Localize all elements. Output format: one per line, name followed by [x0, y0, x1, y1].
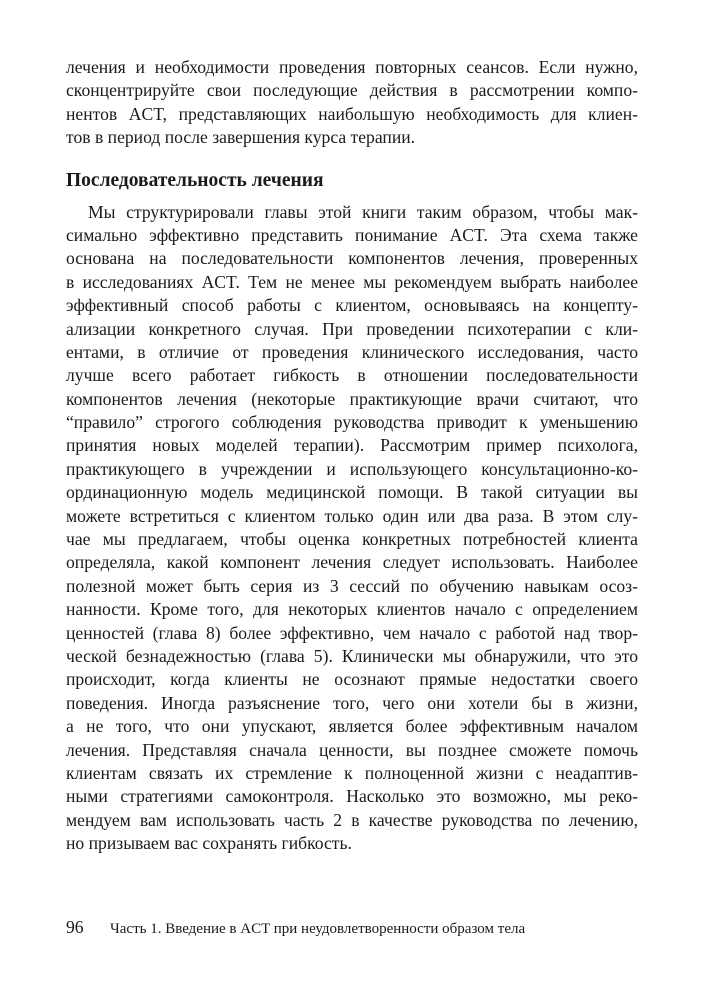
paragraph-line: в исследованиях ACT. Тем не менее мы рекомендуем выбрать наиболее: [66, 271, 638, 292]
paragraph-line: но призываем вас сохранять гибкость.: [66, 833, 352, 854]
paragraph-line: практикующего в учреждении и использующего консультационно-ко-: [66, 458, 638, 479]
page-footer: [66, 917, 646, 938]
paragraph-line: чае мы предлагаем, чтобы оценка конкретных потребностей клиента: [66, 529, 638, 550]
section-paragraph: [66, 201, 638, 856]
paragraph-line: тов в период после завершения курса терапии.: [66, 127, 416, 148]
paragraph-line: ентами, в отличие от проведения клинического исследования, часто: [66, 341, 638, 362]
paragraph-line: полезной может быть серия из 3 сессий по обучению навыкам осоз-: [66, 575, 638, 596]
paragraph-line: клиентам связать их стремление к полноценной жизни с неадаптив-: [66, 762, 638, 783]
paragraph-line: ческой безнадежностью (глава 5). Клинически мы обнаружили, что это: [66, 645, 638, 666]
paragraph-line: определяла, какой компонент лечения следует использовать. Наиболее: [66, 552, 638, 573]
paragraph-line: компонентов лечения (некоторые практикующие врачи считают, что: [66, 388, 638, 409]
paragraph-line: а не того, что они упускают, является более эффективным началом: [66, 716, 638, 737]
paragraph-line: поведения. Иногда разъяснение того, чего они хотели бы в жизни,: [66, 692, 638, 713]
paragraph-line: происходит, когда клиенты не осознают прямые недостатки своего: [66, 669, 638, 690]
paragraph-line: лучше всего работает гибкость в отношении последовательности: [66, 365, 638, 386]
page-number: 96: [66, 917, 84, 937]
paragraph-line: нанности. Кроме того, для некоторых клиентов начало с определением: [66, 599, 638, 620]
paragraph-line: ными стратегиями самоконтроля. Насколько это возможно, мы реко-: [66, 786, 638, 807]
running-title: Часть 1. Введение в ACT при неудовлетворенности образом тела: [110, 921, 526, 937]
paragraph-line: основана на последовательности компонентов лечения, проверенных: [66, 248, 638, 269]
paragraph-line: можете встретиться с клиентом только один или два раза. В этом слу-: [66, 505, 638, 526]
paragraph-line: Мы структурировали главы этой книги таким образом, чтобы мак-: [88, 201, 638, 222]
intro-paragraph: [66, 56, 638, 150]
paragraph-line: симально эффективно представить понимание ACT. Эта схема также: [66, 224, 638, 245]
paragraph-line: ординационную модель медицинской помощи. В такой ситуации вы: [66, 482, 638, 503]
paragraph-line: мендуем вам использовать часть 2 в качестве руководства по лечению,: [66, 809, 638, 830]
paragraph-line: “правило” строгого соблюдения руководства приводит к уменьшению: [66, 412, 638, 433]
paragraph-line: эффективный способ работы с клиентом, основываясь на концепту-: [66, 295, 638, 316]
paragraph-line: лечения. Представляя сначала ценности, вы позднее сможете помочь: [66, 739, 638, 760]
paragraph-line: сконцентрируйте свои последующие действия в рассмотрении компо-: [66, 80, 638, 101]
paragraph-line: принятия новых моделей терапии). Рассмотрим пример психолога,: [66, 435, 638, 456]
paragraph-line: лечения и необходимости проведения повторных сеансов. Если нужно,: [66, 57, 638, 77]
section-heading: Последовательность лечения: [66, 169, 324, 191]
paragraph-line: ализации конкретного случая. При проведении психотерапии с кли-: [66, 318, 638, 339]
paragraph-line: ценностей (глава 8) более эффективно, чем начало с работой над твор-: [66, 622, 638, 643]
paragraph-line: нентов ACT, представляющих наибольшую необходимость для клиен-: [66, 103, 638, 124]
page-body: [66, 56, 638, 856]
